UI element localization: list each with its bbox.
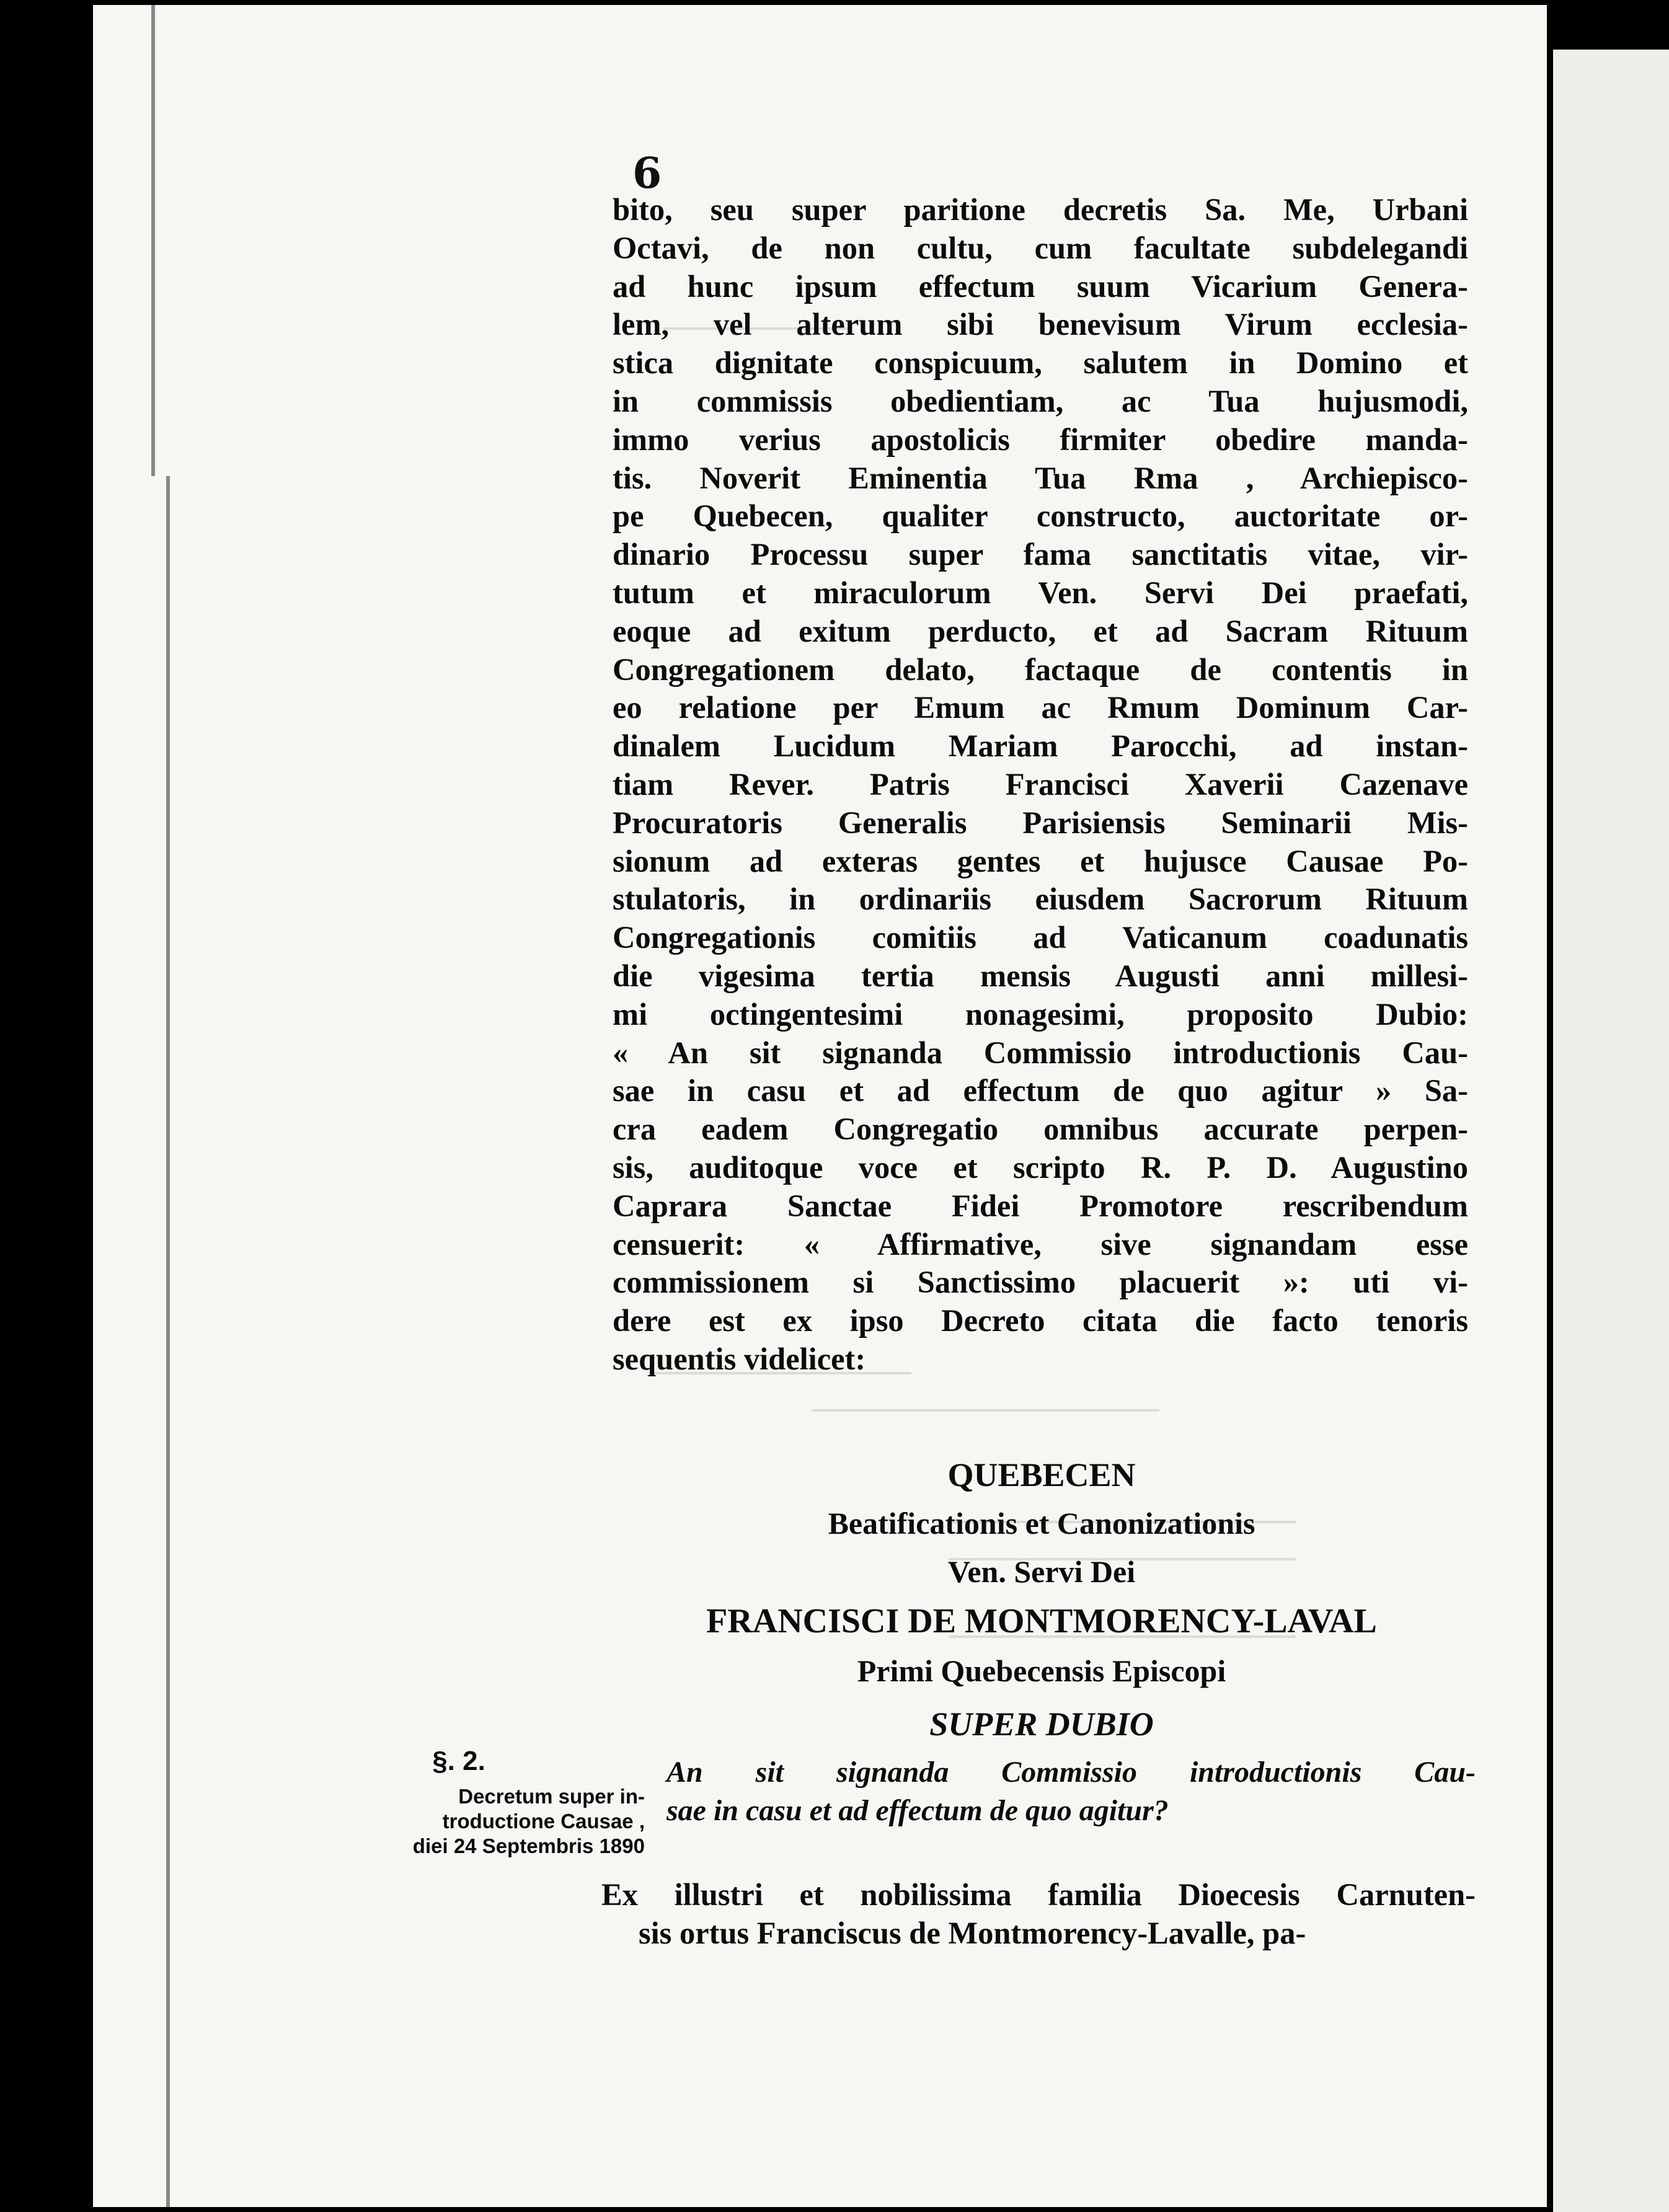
text-line: Congregationis comitiis ad Vaticanum coadunatis xyxy=(613,920,1468,955)
text-line: dere est ex ipso Decreto citata die facto tenoris xyxy=(613,1303,1468,1338)
decree-title: QUEBECEN xyxy=(947,1456,1136,1493)
margin-note-line: Decretum super in- xyxy=(458,1785,645,1808)
text-line: sequentis videlicet: xyxy=(613,1341,866,1376)
text-line: tutum et miraculorum Ven. Servi Dei praefati, xyxy=(613,575,1468,610)
margin-note-line: troductione Causae , xyxy=(442,1810,645,1833)
text-line: commissionem si Sanctissimo placuerit »: uti vi- xyxy=(613,1265,1468,1300)
text-line: sis ortus Franciscus de Montmorency-Lavalle, pa- xyxy=(639,1915,1306,1950)
page-edge-shadow xyxy=(166,476,170,2207)
page-number: 6 xyxy=(632,149,662,198)
margin-note-line: diei 24 Septembris 1890 xyxy=(412,1834,645,1857)
text-line: « An sit signanda Commissio introductionis Cau- xyxy=(613,1035,1468,1070)
text-line: sae in casu et ad effectum de quo agitur » Sa- xyxy=(613,1073,1468,1108)
text-line: eoque ad exitum perducto, et ad Sacram Rituum xyxy=(613,613,1468,648)
text-line: tiam Rever. Patris Francisci Xaverii Cazenave xyxy=(613,766,1468,802)
scanned-page xyxy=(93,5,1547,2207)
text-line: stica dignitate conspicuum, salutem in Domino et xyxy=(613,345,1468,381)
main-text-block xyxy=(613,191,1468,1379)
text-line: eo relatione per Emum ac Rmum Dominum Car- xyxy=(613,690,1468,725)
dubium-question xyxy=(666,1753,1476,1830)
text-line: Octavi, de non cultu, cum facultate subdelegandi xyxy=(613,230,1468,265)
margin-section-number: §. 2. xyxy=(432,1746,485,1776)
text-line: Congregationem delato, factaque de contentis in xyxy=(613,652,1468,687)
text-line: tis. Noverit Eminentia Tua Rma , Archiepisco- xyxy=(613,460,1468,495)
text-line: Procuratoris Generalis Parisiensis Seminarii Mis- xyxy=(613,805,1468,840)
text-line: lem, vel alterum sibi benevisum Virum ecclesia- xyxy=(613,307,1468,342)
text-line: pe Quebecen, qualiter constructo, auctoritate or- xyxy=(613,498,1468,534)
text-line: die vigesima tertia mensis Augusti anni millesi- xyxy=(613,958,1468,993)
text-line: cra eadem Congregatio omnibus accurate perpen- xyxy=(613,1112,1468,1147)
text-line: mi octingentesimi nonagesimi, proposito Dubio: xyxy=(613,996,1468,1032)
margin-note xyxy=(260,1784,645,1859)
adjacent-page xyxy=(1553,50,1669,2212)
decree-office: Primi Quebecensis Episcopi xyxy=(857,1653,1226,1688)
following-paragraph xyxy=(601,1876,1476,1953)
text-line: in commissis obedientiam, ac Tua hujusmodi, xyxy=(613,383,1468,418)
page-gutter xyxy=(1547,25,1553,2212)
decree-subtitle: Beatificationis et Canonizationis xyxy=(828,1506,1255,1541)
text-line: sionum ad exteras gentes et hujusce Causae Po- xyxy=(613,843,1468,878)
text-line: dinario Processu super fama sanctitatis vitae, vir- xyxy=(613,537,1468,572)
decree-servant: Ven. Servi Dei xyxy=(947,1554,1136,1589)
decree-dubium-heading: SUPER DUBIO xyxy=(929,1705,1154,1743)
text-line: bito, seu super paritione decretis Sa. Me, Urbani xyxy=(613,192,1468,227)
page-edge-shadow xyxy=(151,5,155,476)
text-line: sis, auditoque voce et scripto R. P. D. Augustino xyxy=(613,1149,1468,1185)
decree-name: FRANCISCI DE MONTMORENCY-LAVAL xyxy=(706,1602,1377,1640)
text-line: immo verius apostolicis firmiter obedire manda- xyxy=(613,422,1468,457)
text-line: censuerit: « Affirmative, sive signandam esse xyxy=(613,1226,1468,1262)
text-line: stulatoris, in ordinariis eiusdem Sacrorum Rituum xyxy=(613,882,1468,917)
text-line: Ex illustri et nobilissima familia Dioecesis Carnuten- xyxy=(601,1877,1476,1912)
question-line: An sit signanda Commissio introductionis Cau- xyxy=(666,1756,1476,1789)
text-line: ad hunc ipsum effectum suum Vicarium Genera- xyxy=(613,268,1468,304)
question-line: sae in casu et ad effectum de quo agitur? xyxy=(666,1794,1169,1827)
text-line: Caprara Sanctae Fidei Promotore rescribendum xyxy=(613,1188,1468,1223)
text-line: dinalem Lucidum Mariam Parocchi, ad instan- xyxy=(613,728,1468,764)
